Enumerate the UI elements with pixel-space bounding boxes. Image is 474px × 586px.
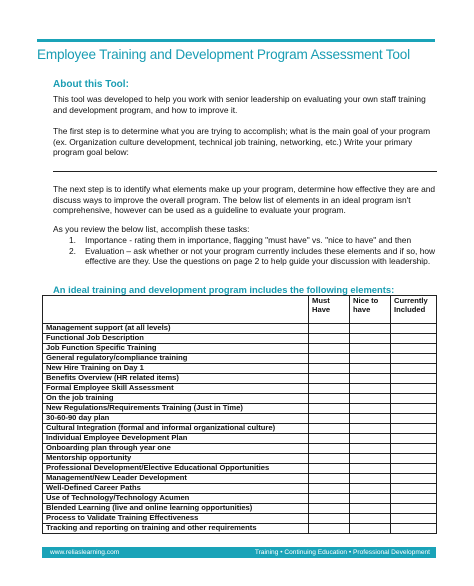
table-row xyxy=(43,404,437,414)
nice-to-have-cell[interactable] xyxy=(350,384,391,394)
list-text: Importance - rating them in importance, flagging "must have" vs. "nice to have" and then xyxy=(85,235,412,245)
about-heading: About this Tool: xyxy=(53,79,129,90)
must-have-cell[interactable] xyxy=(309,474,350,484)
table-row xyxy=(43,464,437,474)
nice-to-have-cell[interactable] xyxy=(350,414,391,424)
table-header-row xyxy=(43,296,437,324)
table-row xyxy=(43,354,437,364)
currently-included-cell[interactable] xyxy=(391,514,437,524)
element-name-cell: Process to Validate Training Effectiveness xyxy=(43,514,309,524)
table-row xyxy=(43,324,437,334)
currently-included-cell[interactable] xyxy=(391,334,437,344)
nice-to-have-cell[interactable] xyxy=(350,474,391,484)
nice-to-have-cell[interactable] xyxy=(350,344,391,354)
next-step-paragraph: The next step is to identify what elements make up your program, determine how effective they are and discuss ways to improve the overall program. The below list of elements in an ideal program isn't comprehensive, however can be used as a guideline to evaluate your program. xyxy=(53,184,436,216)
table-row xyxy=(43,374,437,384)
table-row xyxy=(43,474,437,484)
currently-included-cell[interactable] xyxy=(391,364,437,374)
first-step-paragraph: The first step is to determine what you are trying to accomplish; what is the main goal of your program (ex. Organization culture development, technical job training, networking, etc.) Write your primary program goal below: xyxy=(53,126,431,158)
must-have-cell[interactable] xyxy=(309,324,350,334)
list-item xyxy=(53,246,438,267)
nice-to-have-cell[interactable] xyxy=(350,504,391,514)
currently-included-cell[interactable] xyxy=(391,444,437,454)
goal-entry-line[interactable] xyxy=(53,171,437,172)
element-name-cell: Use of Technology/Technology Acumen xyxy=(43,494,309,504)
table-row xyxy=(43,384,437,394)
list-number: 2. xyxy=(69,245,76,256)
nice-to-have-cell[interactable] xyxy=(350,354,391,364)
table-row xyxy=(43,334,437,344)
must-have-cell[interactable] xyxy=(309,464,350,474)
currently-included-cell[interactable] xyxy=(391,434,437,444)
must-have-cell[interactable] xyxy=(309,404,350,414)
currently-included-cell[interactable] xyxy=(391,424,437,434)
must-have-cell[interactable] xyxy=(309,514,350,524)
must-have-cell[interactable] xyxy=(309,504,350,514)
list-text: Evaluation – ask whether or not your program currently includes these elements and if so, how effective are they. Use the questions on page 2 to help guide your discussion with leadership. xyxy=(85,245,436,267)
must-have-cell[interactable] xyxy=(309,444,350,454)
table-row xyxy=(43,394,437,404)
currently-included-cell[interactable] xyxy=(391,454,437,464)
element-name-cell: Individual Employee Development Plan xyxy=(43,434,309,444)
currently-included-cell[interactable] xyxy=(391,464,437,474)
must-have-cell[interactable] xyxy=(309,524,350,534)
footer-website[interactable]: www.reliaslearning.com xyxy=(50,549,120,556)
table-row xyxy=(43,514,437,524)
footer-bar xyxy=(42,547,436,558)
element-name-cell: Job Function Specific Training xyxy=(43,344,309,354)
must-have-cell[interactable] xyxy=(309,374,350,384)
header-must-have: Must Have xyxy=(309,296,350,324)
nice-to-have-cell[interactable] xyxy=(350,394,391,404)
element-name-cell: New Hire Training on Day 1 xyxy=(43,364,309,374)
header-nice-to-have: Nice to have xyxy=(350,296,391,324)
currently-included-cell[interactable] xyxy=(391,324,437,334)
nice-to-have-cell[interactable] xyxy=(350,404,391,414)
table-row xyxy=(43,424,437,434)
table-body xyxy=(43,324,437,534)
nice-to-have-cell[interactable] xyxy=(350,454,391,464)
table-row xyxy=(43,494,437,504)
currently-included-cell[interactable] xyxy=(391,524,437,534)
nice-to-have-cell[interactable] xyxy=(350,324,391,334)
currently-included-cell[interactable] xyxy=(391,344,437,354)
nice-to-have-cell[interactable] xyxy=(350,374,391,384)
intro-paragraph: This tool was developed to help you work with senior leadership on evaluating your own staff training and development program, and how to improve it. xyxy=(53,94,426,115)
title-rule xyxy=(37,39,435,42)
table-row xyxy=(43,434,437,444)
element-name-cell: General regulatory/compliance training xyxy=(43,354,309,364)
elements-table xyxy=(42,295,437,534)
nice-to-have-cell[interactable] xyxy=(350,434,391,444)
element-name-cell: Professional Development/Elective Educational Opportunities xyxy=(43,464,309,474)
must-have-cell[interactable] xyxy=(309,434,350,444)
must-have-cell[interactable] xyxy=(309,424,350,434)
must-have-cell[interactable] xyxy=(309,364,350,374)
element-name-cell: Formal Employee Skill Assessment xyxy=(43,384,309,394)
must-have-cell[interactable] xyxy=(309,354,350,364)
must-have-cell[interactable] xyxy=(309,484,350,494)
list-number: 1. xyxy=(69,235,76,245)
must-have-cell[interactable] xyxy=(309,344,350,354)
table-row xyxy=(43,484,437,494)
element-name-cell: Management/New Leader Development xyxy=(43,474,309,484)
element-name-cell: 30-60-90 day plan xyxy=(43,414,309,424)
table-row xyxy=(43,444,437,454)
element-name-cell: Management support (at all levels) xyxy=(43,324,309,334)
table-row xyxy=(43,504,437,514)
currently-included-cell[interactable] xyxy=(391,484,437,494)
currently-included-cell[interactable] xyxy=(391,414,437,424)
element-name-cell: Cultural Integration (formal and informal organizational culture) xyxy=(43,424,309,434)
must-have-cell[interactable] xyxy=(309,384,350,394)
element-name-cell: On the job training xyxy=(43,394,309,404)
currently-included-cell[interactable] xyxy=(391,384,437,394)
currently-included-cell[interactable] xyxy=(391,504,437,514)
task-list xyxy=(53,235,438,267)
must-have-cell[interactable] xyxy=(309,454,350,464)
page-title: Employee Training and Development Program Assessment Tool xyxy=(37,47,410,62)
header-element xyxy=(43,296,309,324)
element-name-cell: Tracking and reporting on training and other requirements xyxy=(43,524,309,534)
nice-to-have-cell[interactable] xyxy=(350,334,391,344)
currently-included-cell[interactable] xyxy=(391,374,437,384)
must-have-cell[interactable] xyxy=(309,414,350,424)
nice-to-have-cell[interactable] xyxy=(350,494,391,504)
nice-to-have-cell[interactable] xyxy=(350,484,391,494)
nice-to-have-cell[interactable] xyxy=(350,524,391,534)
element-name-cell: Mentorship opportunity xyxy=(43,454,309,464)
nice-to-have-cell[interactable] xyxy=(350,424,391,434)
nice-to-have-cell[interactable] xyxy=(350,364,391,374)
currently-included-cell[interactable] xyxy=(391,354,437,364)
table-row xyxy=(43,414,437,424)
currently-included-cell[interactable] xyxy=(391,494,437,504)
ideal-program-heading: An ideal training and development program includes the following elements: xyxy=(53,284,395,295)
element-name-cell: Benefits Overview (HR related items) xyxy=(43,374,309,384)
currently-included-cell[interactable] xyxy=(391,474,437,484)
nice-to-have-cell[interactable] xyxy=(350,514,391,524)
table-row xyxy=(43,454,437,464)
element-name-cell: New Regulations/Requirements Training (Just in Time) xyxy=(43,404,309,414)
must-have-cell[interactable] xyxy=(309,494,350,504)
element-name-cell: Blended Learning (live and online learning opportunities) xyxy=(43,504,309,514)
must-have-cell[interactable] xyxy=(309,394,350,404)
nice-to-have-cell[interactable] xyxy=(350,464,391,474)
element-name-cell: Well-Defined Career Paths xyxy=(43,484,309,494)
tasks-intro: As you review the below list, accomplish these tasks: xyxy=(53,224,250,234)
header-currently-included: Currently Included xyxy=(391,296,437,324)
nice-to-have-cell[interactable] xyxy=(350,444,391,454)
must-have-cell[interactable] xyxy=(309,334,350,344)
table-row xyxy=(43,344,437,354)
footer-tagline: Training • Continuing Education • Professional Development xyxy=(254,549,430,556)
table-row xyxy=(43,364,437,374)
currently-included-cell[interactable] xyxy=(391,404,437,414)
table-row xyxy=(43,524,437,534)
currently-included-cell[interactable] xyxy=(391,394,437,404)
element-name-cell: Onboarding plan through year one xyxy=(43,444,309,454)
element-name-cell: Functional Job Description xyxy=(43,334,309,344)
list-item xyxy=(53,235,438,246)
